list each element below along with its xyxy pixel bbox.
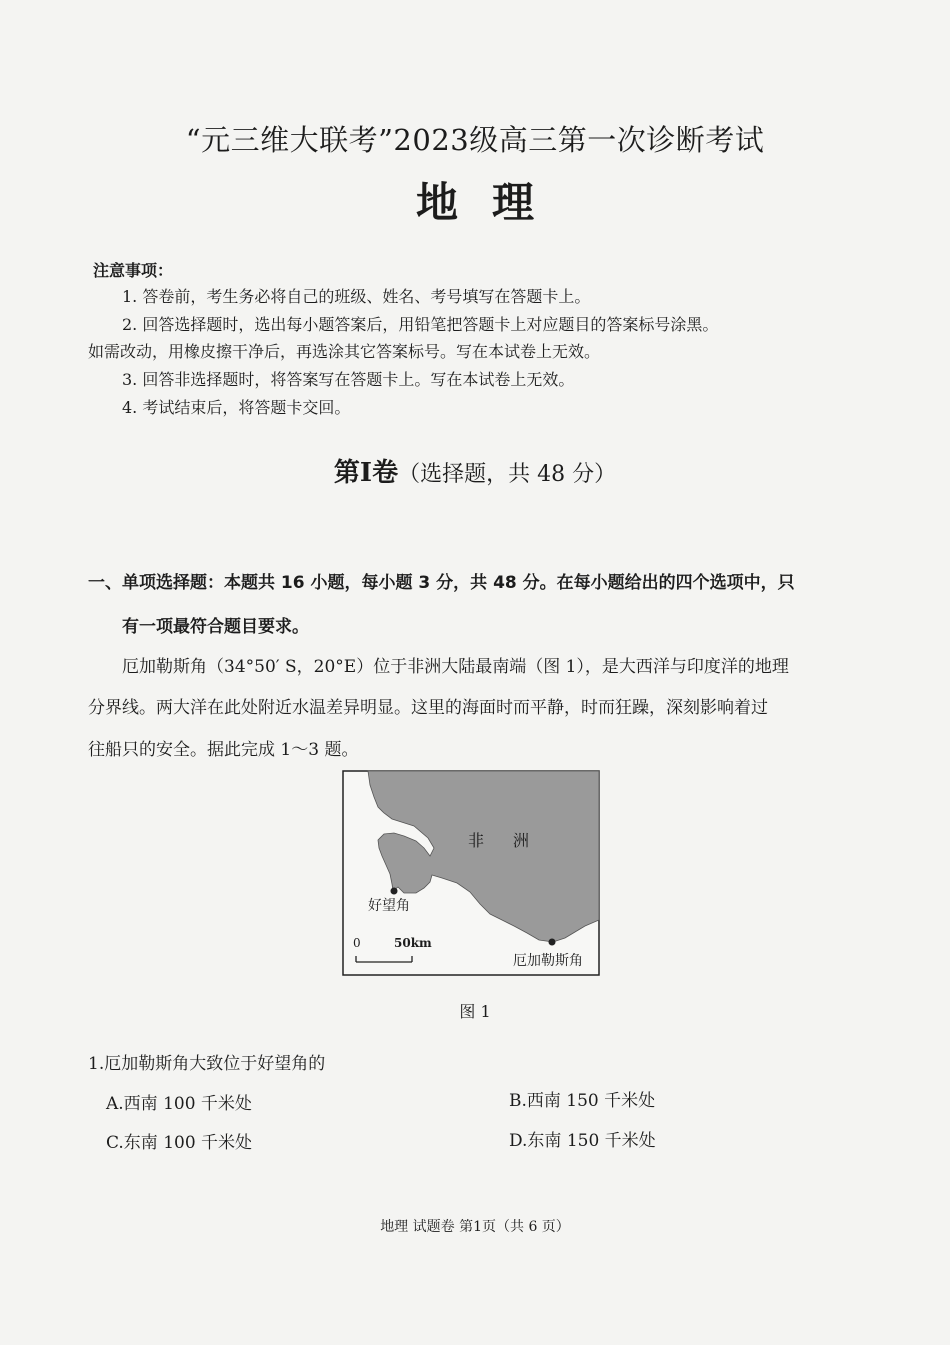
passage-line-2: 分界线。两大洋在此处附近水温差异明显。这里的海面时而平静，时而狂躁，深刻影响着过 — [88, 698, 768, 718]
notice-line-2: 2. 回答选择题时，选出每小题答案后，用铅笔把答题卡上对应题目的答案标号涂黑。 — [122, 315, 719, 334]
question-1-option-c: C.东南 100 千米处 — [106, 1133, 253, 1153]
subject-title: 地理 — [415, 178, 568, 227]
scale-label-distance: 50km — [394, 936, 432, 950]
notice-title: 注意事项： — [93, 261, 174, 280]
figure-caption: 图 1 — [459, 1002, 491, 1021]
section-title-main: 第I卷 — [333, 458, 399, 488]
map-label-continent-2: 洲 — [513, 831, 530, 850]
page-footer: 地理 试题卷 第1页（共 6 页） — [380, 1219, 570, 1235]
question-1-option-d: D.东南 150 千米处 — [509, 1131, 656, 1151]
notice-line-3: 3. 回答非选择题时，将答案写在答题卡上。写在本试卷上无效。 — [122, 370, 575, 389]
map-label-cape-agulhas: 厄加勒斯角 — [513, 953, 583, 969]
question-1-stem: 1.厄加勒斯角大致位于好望角的 — [88, 1054, 326, 1074]
map-label-cape-of-good-hope: 好望角 — [368, 898, 410, 914]
notice-line-1: 1. 答卷前，考生务必将自己的班级、姓名、考号填写在答题卡上。 — [122, 287, 591, 306]
exam-title: “元三维大联考”2023级高三第一次诊断考试 — [185, 123, 765, 157]
cape-of-good-hope-marker — [391, 888, 398, 895]
cape-agulhas-marker — [549, 939, 556, 946]
part-title-line-2: 有一项最符合题目要求。 — [122, 617, 309, 637]
figure-map — [342, 770, 600, 976]
notice-line-2-cont: 如需改动，用橡皮擦干净后，再选涂其它答案标号。写在本试卷上无效。 — [88, 342, 601, 361]
scale-label-zero: 0 — [353, 936, 361, 950]
map-label-continent-1: 非 — [468, 831, 485, 850]
notice-line-4: 4. 考试结束后，将答题卡交回。 — [122, 398, 351, 417]
section-title — [0, 452, 950, 489]
question-1-option-b: B.西南 150 千米处 — [509, 1091, 656, 1111]
passage-line-3: 往船只的安全。据此完成 1～3 题。 — [88, 740, 359, 760]
part-title-line-1: 一、单项选择题：本题共 16 小题，每小题 3 分，共 48 分。在每小题给出的四个选项中，只 — [88, 573, 795, 593]
passage-line-1: 厄加勒斯角（34°50′ S，20°E）位于非洲大陆最南端（图 1），是大西洋与印度洋的地理 — [122, 657, 789, 677]
question-1-option-a: A.西南 100 千米处 — [106, 1094, 252, 1114]
section-title-sub: （选择题，共 48 分） — [398, 462, 617, 487]
